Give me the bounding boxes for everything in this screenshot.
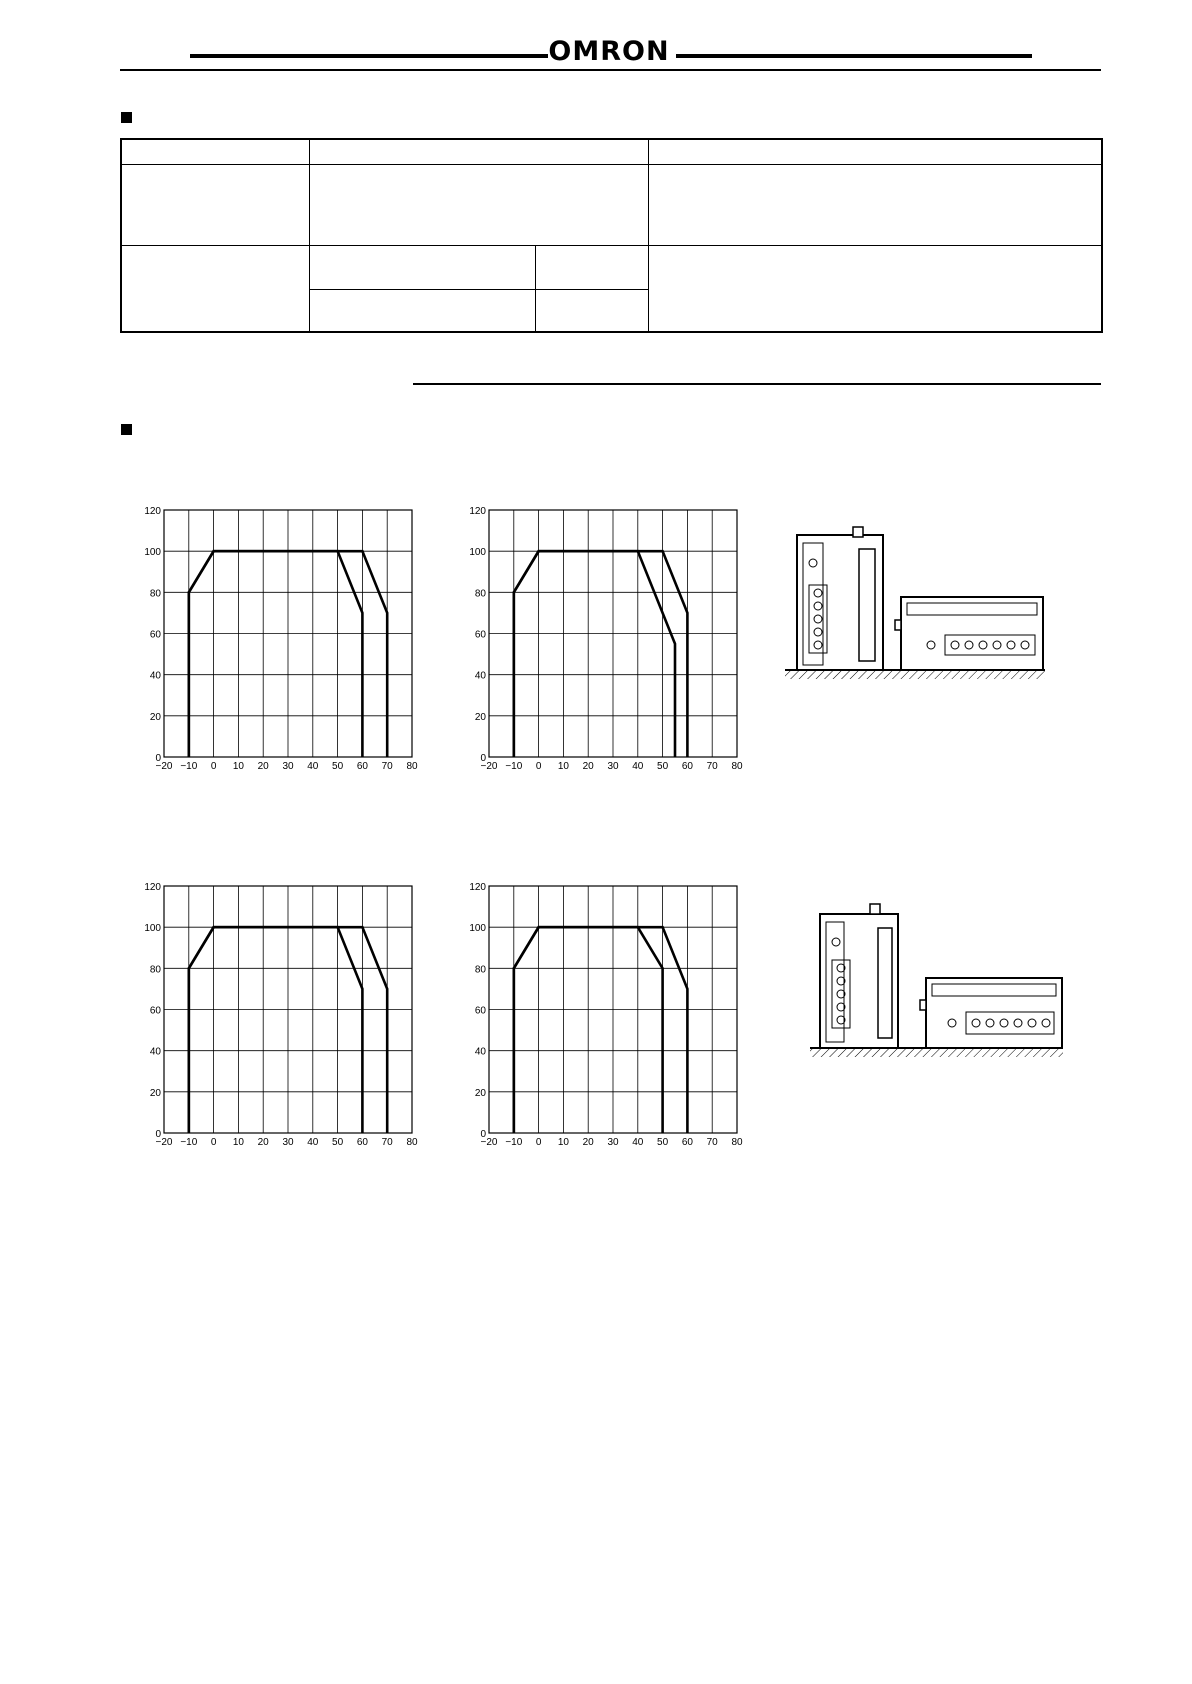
chart-top-left	[140, 502, 430, 772]
x-tick-label: 0	[210, 761, 217, 772]
x-tick-label: 20	[582, 761, 594, 772]
table-row	[121, 164, 1102, 245]
x-tick-label: 60	[356, 1137, 368, 1148]
x-tick-label: 0	[210, 1137, 217, 1148]
y-tick-label: 120	[469, 882, 486, 893]
x-tick-label: 50	[657, 761, 669, 772]
y-tick-label: 100	[144, 923, 161, 935]
chart-bottom-middle	[465, 878, 755, 1148]
x-tick-label: 0	[535, 761, 542, 772]
x-tick-label: 30	[607, 761, 619, 772]
section-bullet-1	[121, 112, 132, 123]
table-cell	[121, 245, 309, 332]
series-line-1	[189, 927, 363, 1133]
y-tick-label: 40	[149, 670, 161, 682]
y-tick-label: 80	[149, 588, 161, 600]
x-tick-label: 30	[607, 1137, 619, 1148]
unit-drawing-icon	[808, 900, 1068, 1060]
y-tick-label: 0	[155, 1129, 161, 1140]
y-tick-label: 60	[149, 629, 161, 641]
x-tick-label: 30	[282, 761, 294, 772]
y-tick-label: 40	[149, 1046, 161, 1058]
x-tick-label: 30	[282, 1137, 294, 1148]
y-tick-label: 20	[149, 711, 161, 723]
table-cell	[648, 164, 1102, 245]
x-tick-label: 40	[632, 761, 644, 772]
x-tick-label: 70	[381, 761, 393, 772]
x-tick-label: 50	[657, 1137, 669, 1148]
y-tick-label: 60	[474, 629, 486, 641]
x-tick-label: 60	[681, 1137, 693, 1148]
x-tick-label: 60	[356, 761, 368, 772]
x-tick-label: 80	[731, 1137, 743, 1148]
x-tick-label: 80	[406, 761, 418, 772]
y-tick-label: 120	[469, 506, 486, 517]
header-rule-left	[190, 54, 548, 58]
x-tick-label: −10	[505, 761, 523, 772]
y-tick-label: 0	[480, 1129, 486, 1140]
x-tick-label: 60	[681, 761, 693, 772]
y-tick-label: 20	[149, 1087, 161, 1099]
x-tick-label: 20	[257, 1137, 269, 1148]
x-tick-label: 80	[406, 1137, 418, 1148]
x-tick-label: 70	[706, 761, 718, 772]
x-tick-label: 40	[307, 1137, 319, 1148]
chart-bottom-left	[140, 878, 430, 1148]
x-tick-label: −10	[180, 1137, 198, 1148]
mounting-illustration-1	[783, 525, 1053, 690]
series-line-1	[514, 551, 675, 757]
x-tick-label: −20	[155, 761, 173, 772]
y-tick-label: 40	[474, 670, 486, 682]
unit-drawing-icon	[783, 525, 1053, 685]
table-cell	[648, 139, 1102, 164]
y-tick-label: 100	[144, 547, 161, 559]
x-tick-label: 50	[332, 761, 344, 772]
x-tick-label: 50	[332, 1137, 344, 1148]
y-tick-label: 20	[474, 1087, 486, 1099]
x-tick-label: 10	[557, 1137, 569, 1148]
x-tick-label: 20	[582, 1137, 594, 1148]
x-tick-label: 10	[232, 761, 244, 772]
chart-top-middle	[465, 502, 755, 772]
x-tick-label: −20	[480, 761, 498, 772]
x-tick-label: 40	[307, 761, 319, 772]
section-divider	[413, 383, 1101, 385]
table-header-row	[121, 139, 1102, 164]
y-tick-label: 100	[469, 923, 486, 935]
table-cell	[535, 289, 648, 332]
y-tick-label: 0	[480, 753, 486, 764]
y-tick-label: 80	[149, 964, 161, 976]
x-tick-label: −20	[480, 1137, 498, 1148]
table-cell	[121, 139, 309, 164]
table-row	[121, 245, 1102, 289]
x-tick-label: 10	[557, 761, 569, 772]
spec-table	[120, 138, 1103, 333]
x-tick-label: −10	[180, 761, 198, 772]
x-tick-label: 40	[632, 1137, 644, 1148]
brand-logo: OMRON	[548, 36, 670, 67]
x-tick-label: 10	[232, 1137, 244, 1148]
table-cell	[309, 139, 648, 164]
y-tick-label: 60	[474, 1005, 486, 1017]
y-tick-label: 40	[474, 1046, 486, 1058]
y-tick-label: 0	[155, 753, 161, 764]
x-tick-label: 70	[706, 1137, 718, 1148]
y-tick-label: 80	[474, 964, 486, 976]
y-tick-label: 120	[144, 882, 161, 893]
x-tick-label: 20	[257, 761, 269, 772]
x-tick-label: 80	[731, 761, 743, 772]
y-tick-label: 60	[149, 1005, 161, 1017]
series-line-2	[514, 551, 688, 757]
header-underline	[120, 69, 1101, 71]
table-cell	[309, 289, 535, 332]
table-cell	[648, 245, 1102, 332]
x-tick-label: −20	[155, 1137, 173, 1148]
table-cell	[309, 164, 648, 245]
section-bullet-2	[121, 424, 132, 435]
header-rule-right	[676, 54, 1032, 58]
series-line-1	[189, 551, 363, 757]
y-tick-label: 120	[144, 506, 161, 517]
mounting-illustration-2	[808, 900, 1068, 1065]
y-tick-label: 20	[474, 711, 486, 723]
table-cell	[121, 164, 309, 245]
x-tick-label: 0	[535, 1137, 542, 1148]
x-tick-label: 70	[381, 1137, 393, 1148]
x-tick-label: −10	[505, 1137, 523, 1148]
y-tick-label: 80	[474, 588, 486, 600]
table-cell	[535, 245, 648, 289]
y-tick-label: 100	[469, 547, 486, 559]
table-cell	[309, 245, 535, 289]
